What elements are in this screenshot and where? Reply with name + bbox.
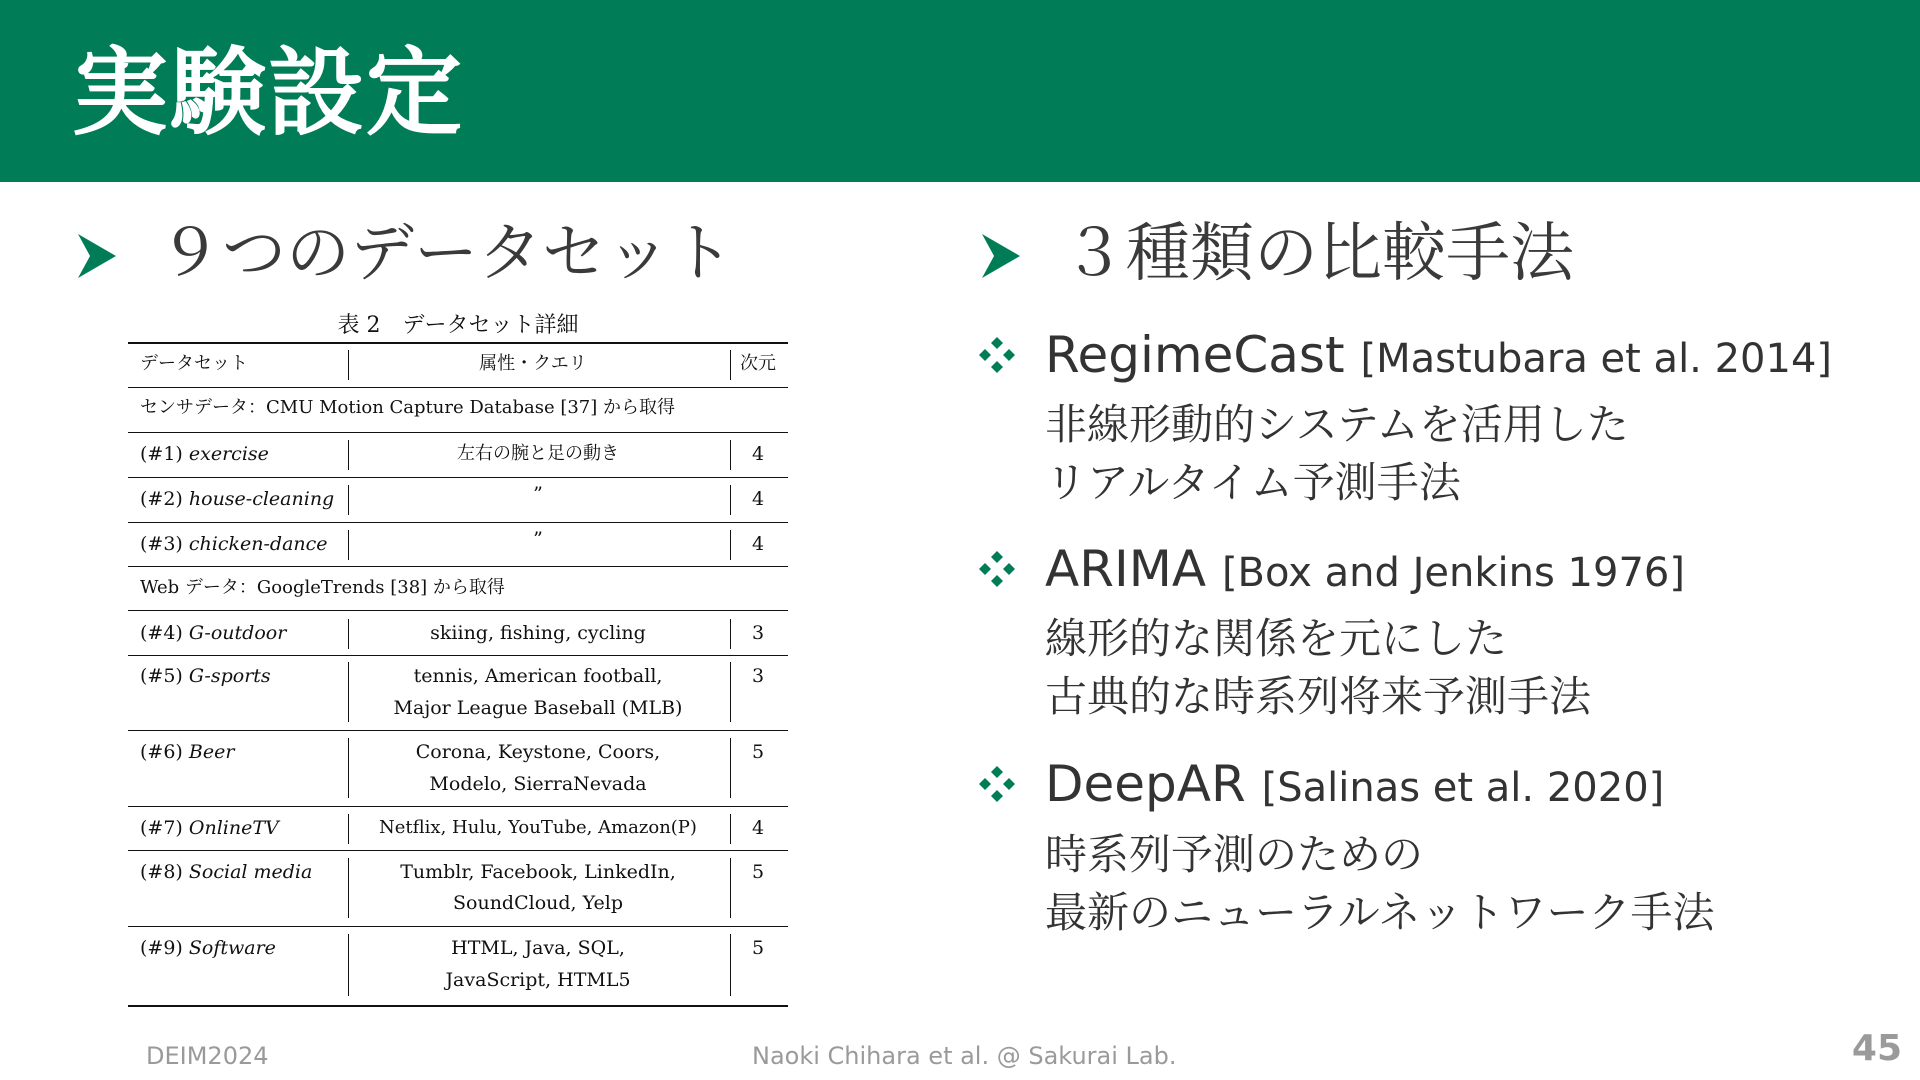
row-dim: 5 — [751, 937, 765, 959]
row-attr: HTML, Java, SQL, — [451, 937, 625, 959]
row-attr-line2: JavaScript, HTML5 — [445, 969, 631, 991]
row-attr: ” — [533, 528, 543, 550]
header-dataset: データセット — [140, 353, 248, 374]
table-caption: 表 2 データセット詳細 — [337, 313, 579, 338]
row-attr: Tumblr, Facebook, LinkedIn, — [400, 861, 676, 883]
row-dim: 4 — [751, 817, 765, 839]
method-description: 最新のニューラルネットワーク手法 — [1045, 888, 1715, 937]
table-row: (#3) chicken-dance — [140, 533, 328, 555]
row-dim: 4 — [751, 443, 765, 465]
row-attr: skiing, fishing, cycling — [430, 622, 646, 644]
table-row: (#2) house-cleaning — [140, 488, 335, 510]
table-row: (#6) Beer — [140, 741, 235, 763]
page-number: 45 — [1851, 1028, 1902, 1069]
row-dim: 3 — [751, 665, 765, 687]
method-arima: ARIMA [Box and Jenkins 1976] — [1045, 540, 1685, 598]
method-deepar: DeepAR [Salinas et al. 2020] — [1045, 755, 1665, 813]
diamond-bullet-icon — [977, 764, 1017, 804]
row-attr: ” — [533, 483, 543, 505]
table-row: (#5) G-sports — [140, 665, 271, 687]
row-dim: 3 — [751, 622, 765, 644]
row-attr-line2: Major League Baseball (MLB) — [393, 697, 683, 719]
row-attr: tennis, American football, — [413, 665, 663, 687]
diamond-bullet-icon — [977, 335, 1017, 375]
row-dim: 4 — [751, 488, 765, 510]
slide-title: 実験設定 — [72, 37, 464, 149]
footer-author: Naoki Chihara et al. @ Sakurai Lab. — [752, 1042, 1177, 1070]
title-bar — [0, 0, 1920, 182]
table-row: (#1) exercise — [140, 443, 269, 465]
table-row: (#9) Software — [140, 937, 276, 959]
section-web-data: Web データ：GoogleTrends [38] から取得 — [140, 577, 505, 598]
diamond-bullet-icon — [977, 549, 1017, 589]
table-row: (#8) Social media — [140, 861, 313, 883]
methods-heading: ３種類の比較手法 — [1062, 217, 1574, 291]
row-attr-line2: SoundCloud, Yelp — [453, 892, 623, 914]
method-regimecast: RegimeCast [Mastubara et al. 2014] — [1045, 326, 1833, 384]
method-description: 非線形動的システムを活用した — [1045, 400, 1629, 449]
table-row: (#7) OnlineTV — [140, 817, 279, 839]
table-row: (#4) G-outdoor — [140, 622, 287, 644]
arrow-bullet-icon — [980, 232, 1022, 280]
row-attr: Netflix, Hulu, YouTube, Amazon(P) — [379, 817, 697, 838]
row-attr: 左右の腕と足の動き — [457, 443, 619, 464]
datasets-heading: ９つのデータセット — [158, 217, 734, 291]
header-attributes: 属性・クエリ — [479, 353, 587, 374]
method-description: 線形的な関係を元にした — [1045, 614, 1508, 663]
row-attr-line2: Modelo, SierraNevada — [429, 773, 647, 795]
row-attr: Corona, Keystone, Coors, — [415, 741, 661, 763]
row-dim: 4 — [751, 533, 765, 555]
method-description: 古典的な時系列将来予測手法 — [1045, 672, 1592, 721]
method-description: 時系列予測のための — [1045, 830, 1424, 879]
header-dimension: 次元 — [740, 353, 776, 374]
method-description: リアルタイム予測手法 — [1045, 458, 1461, 507]
row-dim: 5 — [751, 861, 765, 883]
section-sensor-data: センサデータ：CMU Motion Capture Database [37] から取得 — [140, 397, 675, 418]
arrow-bullet-icon — [76, 232, 118, 280]
row-dim: 5 — [751, 741, 765, 763]
footer-conference: DEIM2024 — [146, 1042, 269, 1070]
